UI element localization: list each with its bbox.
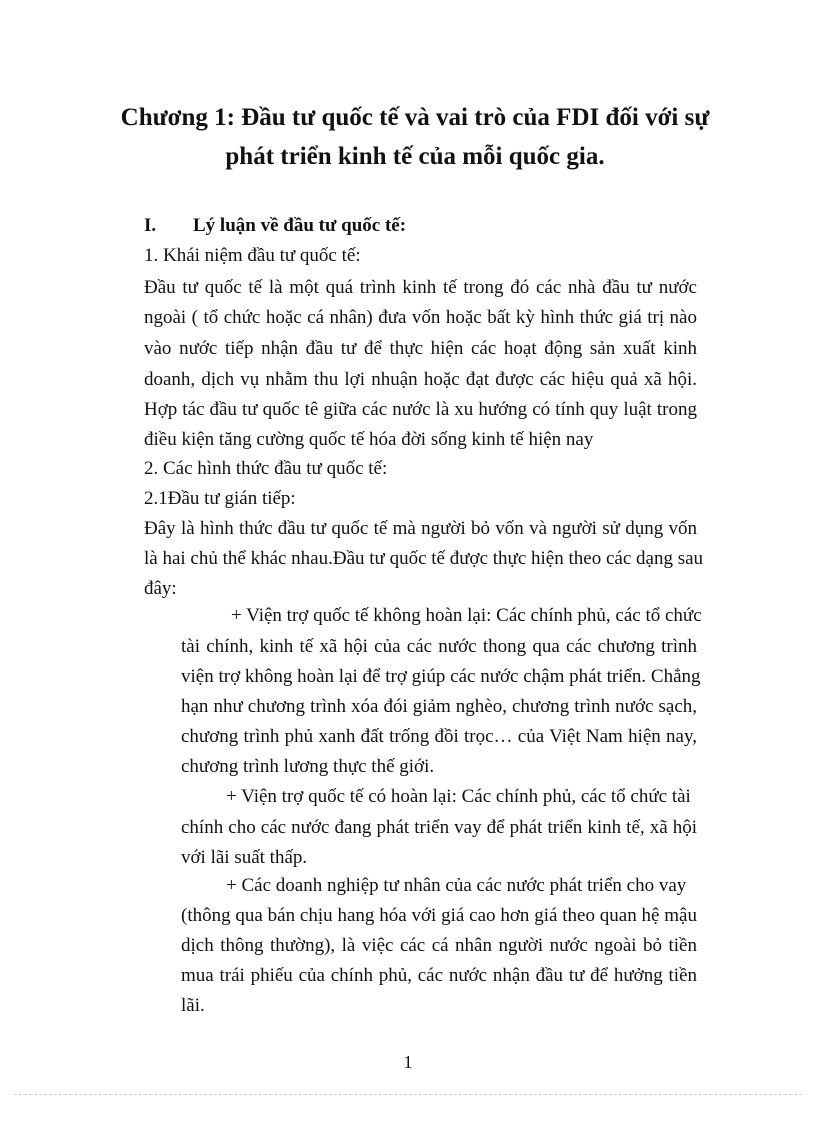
paragraph-line: đây: [144, 578, 177, 599]
paragraph-line: Đầu tư quốc tế là một quá trình kinh tế trong đó các nhà đầu tư nước [144, 277, 697, 298]
bullet-line: với lãi suất thấp. [181, 847, 308, 868]
bullet-line: + Các doanh nghiệp tư nhân của các nước phát triển cho vay [226, 875, 687, 896]
paragraph-line: điều kiện tăng cường quốc tế hóa đời sống kinh tế hiện nay [144, 429, 594, 450]
bullet-line: chương trình phủ xanh đất trống đồi trọc… của Việt Nam hiện nay, [181, 726, 697, 747]
bullet-line: mua trái phiếu của chính phủ, các nước nhận đầu tư để hưởng tiền [181, 965, 697, 986]
bullet-line: lãi. [181, 995, 205, 1016]
bullet-line: chính cho các nước đang phát triển vay để phát triển kinh tế, xã hội [181, 817, 697, 838]
page-number: 1 [403, 1052, 413, 1072]
paragraph-line: doanh, dịch vụ nhằm thu lợi nhuận hoặc đạt được các hiệu quả xã hội. [144, 369, 697, 390]
bullet-line: viện trợ không hoàn lại để trợ giúp các nước chậm phát triển. Chẳng [181, 666, 701, 687]
paragraph-line: vào nước tiếp nhận đầu tư để thực hiện các hoạt động sản xuất kinh [144, 338, 697, 359]
bullet-line: chương trình lương thực thế giới. [181, 756, 435, 777]
subheading-indirect: 2.1Đầu tư gián tiếp: [144, 488, 296, 509]
paragraph-line: ngoài ( tổ chức hoặc cá nhân) đưa vốn hoặc bất kỳ hình thức giá trị nào [144, 307, 697, 328]
bullet-line: hạn như chương trình xóa đói giảm nghèo, chương trình nước sạch, [181, 696, 697, 717]
subheading-forms: 2. Các hình thức đầu tư quốc tế: [144, 458, 388, 479]
section-number: I. [144, 215, 157, 236]
chapter-title-line-1: Chương 1: Đầu tư quốc tế và vai trò của FDI đối với sự [120, 104, 710, 131]
bullet-line: + Viện trợ quốc tế có hoàn lại: Các chính phủ, các tổ chức tài [226, 786, 691, 807]
page-break-divider [14, 1094, 802, 1095]
paragraph-line: Đây là hình thức đầu tư quốc tế mà người bỏ vốn và người sử dụng vốn [144, 518, 697, 539]
paragraph-line: Hợp tác đầu tư quốc tê giữa các nước là xu hướng có tính quy luật trong [144, 399, 697, 420]
subheading-concept: 1. Khái niệm đầu tư quốc tế: [144, 245, 361, 266]
bullet-line: tài chính, kinh tế xã hội của các nước thong qua các chương trình [181, 636, 697, 657]
paragraph-line: là hai chủ thể khác nhau.Đầu tư quốc tế được thực hiện theo các dạng sau [144, 548, 704, 569]
chapter-title-line-2: phát triển kinh tế của mỗi quốc gia. [225, 143, 605, 170]
section-heading: Lý luận về đầu tư quốc tế: [193, 215, 407, 236]
bullet-line: (thông qua bán chịu hang hóa với giá cao hơn giá theo quan hệ mậu [181, 905, 697, 926]
bullet-line: dịch thông thường), là việc các cá nhân người nước ngoài bỏ tiền [181, 935, 697, 956]
bullet-line: + Viện trợ quốc tế không hoàn lại: Các chính phủ, các tổ chức [231, 605, 702, 626]
